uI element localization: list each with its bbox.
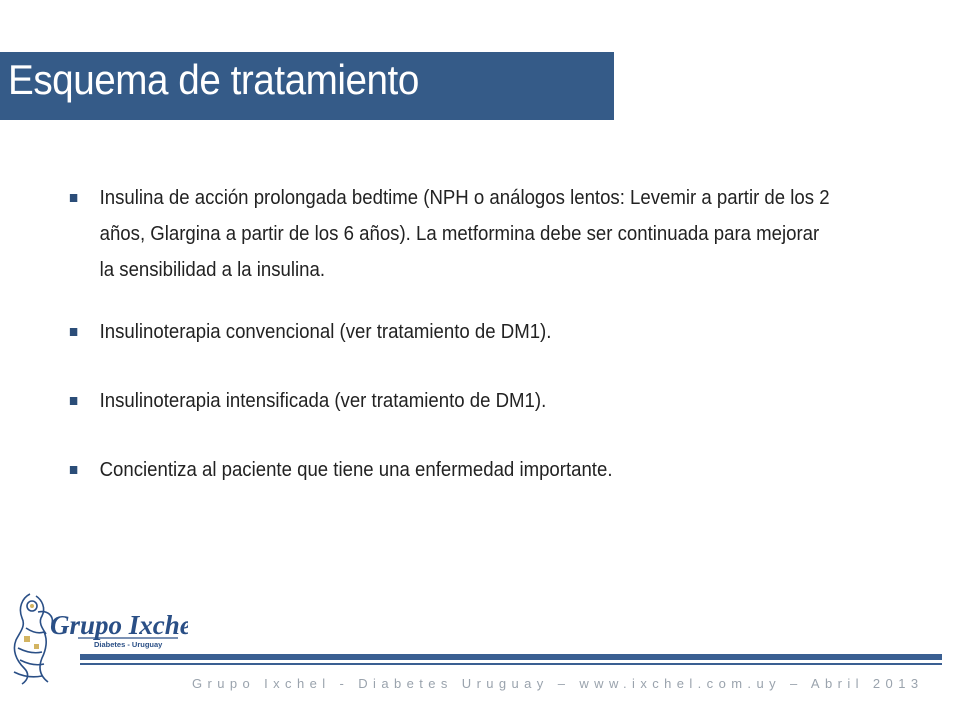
logo-subtitle: Diabetes - Uruguay xyxy=(94,640,163,649)
bullet-text: Concientiza al paciente que tiene una enfermedad importante. xyxy=(99,459,613,481)
grupo-ixchel-logo xyxy=(8,588,188,688)
footer-text: Grupo Ixchel - Diabetes Uruguay – www.ixchel.com.uy – Abril 2013 xyxy=(192,676,924,691)
bullet-list xyxy=(68,180,888,488)
square-bullet-icon xyxy=(70,194,77,202)
mayan-figure-icon xyxy=(8,588,188,688)
square-bullet-icon xyxy=(70,397,77,405)
bullet-text: Insulinoterapia convencional (ver tratamiento de DM1). xyxy=(99,321,552,343)
slide-title: Esquema de tratamiento xyxy=(8,56,419,103)
bullet-item xyxy=(68,383,831,419)
footer-rule xyxy=(80,654,942,668)
bullet-item xyxy=(68,180,831,288)
square-bullet-icon xyxy=(70,328,77,336)
square-bullet-icon xyxy=(70,466,77,474)
title-bar xyxy=(0,52,614,120)
footer-rule-thick xyxy=(80,654,942,660)
logo-name: Grupo Ixchel xyxy=(50,610,188,640)
bullet-item xyxy=(68,314,831,350)
bullet-text: Insulinoterapia intensificada (ver tratamiento de DM1). xyxy=(99,390,547,412)
footer-rule-thin xyxy=(80,663,942,665)
bullet-item xyxy=(68,452,831,488)
bullet-text: Insulina de acción prolongada bedtime (NPH o análogos lentos: Levemir a partir de los 2 años, Glargina a partir de los 6 años). La metformina debe ser continuada para mejorar la sensibilidad a la insulina. xyxy=(99,187,830,281)
